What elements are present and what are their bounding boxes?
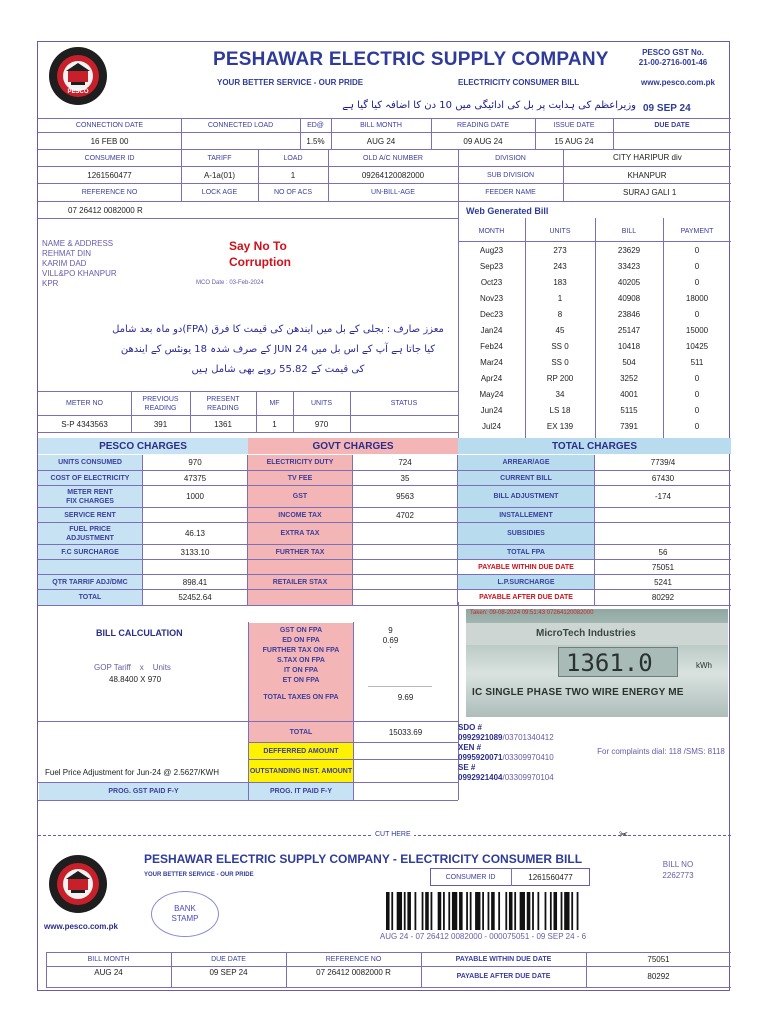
history-cell: 0 <box>694 309 700 319</box>
connection-date: 16 FEB 00 <box>90 136 129 146</box>
stub-tagline: YOUR BETTER SERVICE - OUR PRIDE <box>144 872 254 878</box>
barcode-bar <box>571 892 573 930</box>
charge-label <box>248 590 353 606</box>
barcode-bar <box>545 892 547 930</box>
fpa-tax-label: IT ON FPA <box>283 666 319 674</box>
barcode-bar <box>475 892 480 930</box>
label-old-ac: OLD A/C NUMBER <box>363 154 423 162</box>
charge-label: L.P.SURCHARGE <box>458 575 595 590</box>
division: CITY HARIPUR div <box>613 153 682 162</box>
charge-value <box>353 545 458 560</box>
history-cell: 23846 <box>617 309 641 319</box>
feeder-name: SURAJ GALI 1 <box>623 188 677 197</box>
charge-value: 4702 <box>353 508 458 523</box>
fpa-tax-label: ET ON FPA <box>282 676 320 684</box>
charge-value: -174 <box>595 486 731 508</box>
charge-label: F.C SURCHARGE <box>38 545 143 560</box>
gop-tariff-label: GOP Tariff x Units <box>94 663 171 672</box>
stub-reference-no: 07 26412 0082000 R <box>316 967 391 977</box>
previous-reading: 391 <box>153 419 168 429</box>
charge-label: GST <box>248 486 353 508</box>
history-cell: 243 <box>553 261 567 271</box>
stub-label-due-date: DUE DATE <box>211 955 246 963</box>
fpa-tax-value: ` <box>389 645 392 655</box>
charge-label: SERVICE RENT <box>38 508 143 523</box>
prog-gst-paid-label: PROG. GST PAID F-Y <box>108 788 179 795</box>
meter-photo <box>466 609 728 717</box>
history-cell: 10425 <box>685 341 709 351</box>
history-cell: Feb24 <box>480 341 503 351</box>
consumer-city: KPR <box>42 279 59 288</box>
history-header-payment: PAYMENT <box>680 227 714 235</box>
meter-number: S-P 4343563 <box>61 419 108 429</box>
pesco-logo-stub <box>48 854 108 914</box>
total-label: TOTAL <box>289 728 313 736</box>
stub-label-reference: REFERENCE NO <box>325 955 382 963</box>
charge-value: 46.13 <box>143 523 248 545</box>
label-bill-month: BILL MONTH <box>360 122 402 129</box>
history-cell: Sep23 <box>479 261 504 271</box>
urdu-fpa-line3: کی قیمت کے 55.82 روپے بھی شامل ہیں <box>191 364 365 375</box>
xen-label: XEN # <box>458 743 482 752</box>
history-cell: 40205 <box>617 277 641 287</box>
history-cell: Jul24 <box>481 421 502 431</box>
photo-brand: MicroTech Industries <box>536 628 636 639</box>
ed-rate: 1.5% <box>306 136 325 146</box>
history-cell: SS 0 <box>551 357 569 367</box>
complaints-info: For complaints dial: 118 /SMS: 8118 <box>597 747 725 756</box>
stub-pay-within-label: PAYABLE WITHIN DUE DATE <box>455 955 552 963</box>
gop-tariff-formula: 48.8400 X 970 <box>109 675 162 684</box>
charge-label: FURTHER TAX <box>248 545 353 560</box>
meter-status <box>350 416 458 432</box>
barcode-bar <box>564 892 569 930</box>
charge-value: 898.41 <box>143 575 248 590</box>
stub-label-bill-month: BILL MONTH <box>87 955 130 963</box>
connected-load <box>181 133 300 149</box>
history-cell: Dec23 <box>479 309 504 319</box>
history-cell: Jan24 <box>480 325 503 335</box>
history-cell: 10418 <box>617 341 641 351</box>
barcode-bar <box>498 892 500 930</box>
history-cell: 0 <box>694 277 700 287</box>
charge-label: EXTRA TAX <box>248 523 353 545</box>
issue-date: 15 AUG 24 <box>554 136 594 146</box>
charge-label: BILL ADJUSTMENT <box>458 486 595 508</box>
label-reference-no: REFERENCE NO <box>81 189 138 196</box>
barcode-bar <box>422 892 424 930</box>
stub-due-date: 09 SEP 24 <box>209 967 248 977</box>
reading-date: 09 AUG 24 <box>463 136 503 146</box>
fpa-tax-value: 9 <box>388 625 393 635</box>
bill-type: ELECTRICITY CONSUMER BILL <box>458 78 580 87</box>
charge-label: QTR TARRIF ADJ/DMC <box>38 575 143 590</box>
barcode-bar <box>407 892 411 930</box>
charge-value: 970 <box>143 455 248 471</box>
barcode-bar <box>561 892 563 930</box>
charge-value <box>143 508 248 523</box>
stub-consumer-id: 1261560477 <box>528 872 573 882</box>
stub-title: PESHAWAR ELECTRIC SUPPLY COMPANY - ELECTRICITY CONSUMER BILL <box>144 852 583 866</box>
label-due-date: DUE DATE <box>654 122 690 129</box>
history-cell: Apr24 <box>480 373 503 383</box>
barcode-bar <box>452 892 457 930</box>
outstanding-inst-label: OUTSTANDING INST. AMOUNT <box>249 767 353 775</box>
se-alt-phone: /03309970104 <box>502 773 554 782</box>
history-cell: 34 <box>555 389 565 399</box>
charge-label: TOTAL <box>38 590 143 606</box>
charge-label: ARREAR/AGE <box>458 455 595 471</box>
urdu-fpa-line1: معزز صارف : بجلی کے بل میں ایندھن کی قیمت کا فرق (FPA)دو ماہ بعد شامل <box>112 324 444 335</box>
charge-label <box>38 560 143 575</box>
barcode-bar <box>438 892 442 930</box>
label-division: DIVISION <box>495 154 526 162</box>
history-cell: 504 <box>622 357 636 367</box>
scissors-icon: ✂ <box>619 829 629 841</box>
charge-label: SUBSIDIES <box>458 523 595 545</box>
consumer-village: VILL&PO KHANPUR <box>42 269 117 278</box>
pesco-charges-title: PESCO CHARGES <box>99 440 187 452</box>
charge-label: TOTAL FPA <box>458 545 595 560</box>
charge-label: CURRENT BILL <box>458 471 595 486</box>
barcode-bar <box>470 892 472 930</box>
history-cell: Oct23 <box>480 277 503 287</box>
label-connection-date: CONNECTION DATE <box>75 122 144 129</box>
fpa-tax-label: S.TAX ON FPA <box>277 656 325 664</box>
charge-label <box>248 560 353 575</box>
slogan-line2: Corruption <box>229 255 291 269</box>
barcode-bar <box>532 892 534 930</box>
web-generated-label: Web Generated Bill <box>466 206 549 216</box>
label-ed: ED@ <box>307 122 324 129</box>
consumer-id: 1261560477 <box>87 170 132 180</box>
website-link[interactable]: www.pesco.com.pk <box>641 78 715 87</box>
barcode-bar <box>509 892 513 930</box>
history-cell: RP 200 <box>546 373 574 383</box>
barcode-bar <box>488 892 490 930</box>
history-cell: May24 <box>479 389 504 399</box>
meter-header-status: STATUS <box>390 400 418 407</box>
history-header-bill: BILL <box>621 227 637 235</box>
fpa-tax-label: GST ON FPA <box>279 626 323 634</box>
bill-month: AUG 24 <box>366 136 396 146</box>
prog-it-paid-label: PROG. IT PAID F-Y <box>269 788 333 795</box>
barcode-bar <box>520 892 525 930</box>
history-cell: 33423 <box>617 261 641 271</box>
charge-value: 56 <box>595 545 731 560</box>
barcode-bar <box>527 892 531 930</box>
charge-value: 67430 <box>595 471 731 486</box>
history-cell: 183 <box>553 277 567 287</box>
stub-bill-month: AUG 24 <box>94 967 123 977</box>
bill-calculation-title: BILL CALCULATION <box>96 628 183 638</box>
fpa-tax-value <box>353 665 428 675</box>
total-taxes-fpa-label: TOTAL TAXES ON FPA <box>263 693 339 701</box>
barcode-bar <box>459 892 463 930</box>
sdo-alt-phone: /03701340412 <box>502 733 554 742</box>
barcode-bar <box>386 892 390 930</box>
reference-no: 07 26412 0082000 R <box>68 206 143 215</box>
photo-unit: kWh <box>696 661 712 670</box>
label-no-of-acs: NO OF ACS <box>273 189 313 196</box>
history-cell: 7391 <box>620 421 638 431</box>
urdu-fpa-note <box>98 320 458 380</box>
barcode-bar <box>466 892 468 930</box>
meter-header-units: UNITS <box>311 400 332 407</box>
history-cell: 0 <box>694 245 700 255</box>
fpa-tax-label: ED ON FPA <box>282 636 320 644</box>
history-cell: Mar24 <box>480 357 503 367</box>
barcode-bar <box>404 892 406 930</box>
label-subdivision: SUB DIVISION <box>486 171 535 179</box>
photo-reading: 1361.0 <box>566 649 653 677</box>
xen-phone: 0995920071 <box>458 753 503 762</box>
barcode-bar <box>505 892 507 930</box>
pesco-logo <box>48 46 108 106</box>
charge-value <box>353 560 458 575</box>
charge-value: 724 <box>353 455 458 471</box>
charge-label: UNITS CONSUMED <box>38 455 143 471</box>
history-cell: 45 <box>555 325 565 335</box>
barcode-bar <box>482 892 484 930</box>
sdo-phone: 0992921089 <box>458 733 503 742</box>
barcode-text: AUG 24 - 07 26412 0082000 - 000075051 - 09 SEP 24 - 6 <box>379 932 587 941</box>
history-cell: LS 18 <box>549 405 571 415</box>
charge-value <box>595 523 731 545</box>
history-cell: 273 <box>553 245 567 255</box>
label-unbill-age: UN-BILL-AGE <box>371 189 415 196</box>
stub-bill-no: 2262773 <box>662 871 694 880</box>
charge-value: 9563 <box>353 486 458 508</box>
history-cell: 0 <box>694 261 700 271</box>
se-label: SE # <box>458 763 476 772</box>
multiplying-factor: 1 <box>272 419 277 429</box>
history-header-units: UNITS <box>549 227 571 235</box>
label-reading-date: READING DATE <box>457 122 509 129</box>
history-cell: 0 <box>694 373 700 383</box>
photo-caption: IC SINGLE PHASE TWO WIRE ENERGY ME <box>472 687 684 698</box>
charge-value: 52452.64 <box>143 590 248 606</box>
history-header-month: MONTH <box>478 227 505 235</box>
label-load: LOAD <box>283 154 303 162</box>
units-billed: 970 <box>314 419 329 429</box>
history-cell: 15000 <box>685 325 709 335</box>
meter-header-present: PRESENT READING <box>206 395 240 412</box>
charge-value: 47375 <box>143 471 248 486</box>
history-cell: Nov23 <box>479 293 504 303</box>
history-cell: 25147 <box>617 325 641 335</box>
history-cell: 23629 <box>617 245 641 255</box>
label-consumer-id: CONSUMER ID <box>84 154 135 162</box>
consumer-father: KARIM DAD <box>42 259 87 268</box>
fpa-tax-value <box>353 655 428 665</box>
due-date <box>613 133 731 149</box>
charge-label: RETAILER STAX <box>248 575 353 590</box>
meter-header-no: METER NO <box>66 400 103 407</box>
subdivision: KHANPUR <box>627 170 667 180</box>
load: 1 <box>290 170 296 180</box>
history-cell: 511 <box>690 357 704 367</box>
charge-value <box>143 560 248 575</box>
bank-stamp-text1: BANK <box>174 904 196 913</box>
history-cell: EX 139 <box>546 421 574 431</box>
barcode-bar <box>431 892 433 930</box>
history-cell: Jun24 <box>480 405 503 415</box>
barcode <box>386 892 582 930</box>
govt-charges-title: GOVT CHARGES <box>312 440 394 452</box>
charge-value <box>353 590 458 606</box>
fpa-tax-label: FURTHER TAX ON FPA <box>262 646 340 654</box>
meter-header-previous: PREVIOUS READING <box>142 395 179 412</box>
company-name: PESHAWAR ELECTRIC SUPPLY COMPANY <box>213 49 609 70</box>
charge-value: 3133.10 <box>143 545 248 560</box>
history-cell: 0 <box>694 405 700 415</box>
history-cell: 1 <box>557 293 563 303</box>
cut-here-label: CUT HERE <box>372 831 414 838</box>
mco-date: MCO Date : 03-Feb-2024 <box>196 280 264 286</box>
history-cell: 5115 <box>620 405 638 415</box>
notice-date: 09 SEP 24 <box>643 103 691 114</box>
charge-label: PAYABLE WITHIN DUE DATE <box>458 560 595 575</box>
history-cell: 0 <box>694 421 700 431</box>
deferred-amount-label: DEFFERRED AMOUNT <box>263 747 339 755</box>
label-feeder: FEEDER NAME <box>485 189 536 196</box>
barcode-bar <box>415 892 417 930</box>
gst-number: 21-00-2716-001-46 <box>638 58 708 67</box>
charge-label: FUEL PRICE ADJUSTMENT <box>38 523 143 545</box>
contact-list <box>458 723 554 783</box>
history-cell: 40908 <box>617 293 641 303</box>
total-taxes-fpa: 9.69 <box>397 692 414 702</box>
stub-consumer-id-label: CONSUMER ID <box>445 873 496 881</box>
charge-value <box>353 523 458 545</box>
urdu-notice: وزیراعظم کی ہدایت پر بل کی ادائیگی میں 10 دن کا اضافہ کیا گیا ہے <box>342 100 636 111</box>
barcode-bar <box>391 892 393 930</box>
history-cell: 8 <box>557 309 563 319</box>
charge-value: 80292 <box>595 590 731 606</box>
barcode-bar <box>491 892 495 930</box>
charge-value <box>595 508 731 523</box>
fpa-dashes: -------------------------------- <box>368 684 432 690</box>
charge-value: 35 <box>353 471 458 486</box>
stub-bill-no-label: BILL NO <box>662 860 694 869</box>
barcode-bar <box>537 892 539 930</box>
charge-label: TV FEE <box>248 471 353 486</box>
charge-value: 75051 <box>595 560 731 575</box>
meter-header-mf: MF <box>269 400 280 407</box>
barcode-bar <box>550 892 552 930</box>
xen-alt-phone: /03309970410 <box>502 753 554 762</box>
fpa-rate-note: Fuel Price Adjustment for Jun-24 @ 2.5627/KWH <box>45 768 219 777</box>
old-ac-number: 09264120082000 <box>361 170 425 180</box>
charge-label: COST OF ELECTRICITY <box>38 471 143 486</box>
electricity-bill <box>37 41 730 991</box>
urdu-fpa-line2: کیا جاتا ہے آپ کے اس بل میں JUN 24 کے صرف شدہ 18 یونٹس کے ایندھن <box>120 344 436 355</box>
fpa-tax-value: 0.69 <box>382 635 399 645</box>
tariff: A-1a(01) <box>203 170 236 180</box>
company-tagline: YOUR BETTER SERVICE - OUR PRIDE <box>217 78 364 87</box>
charge-label: ELECTRICITY DUTY <box>248 455 353 471</box>
label-name-address: NAME & ADDRESS <box>42 239 114 248</box>
barcode-bar <box>443 892 445 930</box>
charge-label: PAYABLE AFTER DUE DATE <box>458 590 595 606</box>
consumer-address <box>42 249 117 289</box>
history-cell: SS 0 <box>551 341 569 351</box>
history-cell: Aug23 <box>479 245 504 255</box>
logo-text: PESCO <box>67 89 89 95</box>
history-cell: 0 <box>694 389 700 399</box>
label-lock-age: LOCK AGE <box>201 189 238 196</box>
sdo-label: SDO # <box>458 723 483 732</box>
total-charges-title: TOTAL CHARGES <box>551 440 637 452</box>
history-cell: 4001 <box>620 389 638 399</box>
charge-label: INCOME TAX <box>248 508 353 523</box>
total-amount: 15033.69 <box>388 727 423 737</box>
charge-label: INSTALLEMENT <box>458 508 595 523</box>
history-cell: 18000 <box>685 293 709 303</box>
label-issue-date: ISSUE DATE <box>553 122 595 129</box>
charge-value: 1000 <box>143 486 248 508</box>
charge-label: METER RENT FIX CHARGES <box>38 486 143 508</box>
charge-value <box>353 575 458 590</box>
charge-value: 5241 <box>595 575 731 590</box>
label-tariff: TARIFF <box>207 154 232 162</box>
barcode-bar <box>425 892 429 930</box>
gst-label: PESCO GST No. <box>642 48 704 57</box>
barcode-bar <box>397 892 402 930</box>
charge-value: 7739/4 <box>595 455 731 471</box>
barcode-bar <box>514 892 516 930</box>
stub-pay-after: 80292 <box>647 971 670 981</box>
stub-pay-after-label: PAYABLE AFTER DUE DATE <box>456 972 551 980</box>
present-reading: 1361 <box>214 419 232 429</box>
photo-timestamp: Taken: 09-08-2024 09:51:43 07264120082000 <box>470 610 594 616</box>
slogan-line1: Say No To <box>229 239 287 253</box>
stub-website[interactable]: www.pesco.com.pk <box>44 922 118 931</box>
barcode-bar <box>553 892 557 930</box>
label-connected-load: CONNECTED LOAD <box>207 122 274 129</box>
history-cell: 3252 <box>620 373 638 383</box>
stub-pay-within: 75051 <box>647 954 670 964</box>
barcode-bar <box>577 892 579 930</box>
barcode-bar <box>448 892 450 930</box>
consumer-name: REHMAT DIN <box>42 249 92 258</box>
se-phone: 0992921404 <box>458 773 503 782</box>
bank-stamp-text2: STAMP <box>171 914 199 923</box>
